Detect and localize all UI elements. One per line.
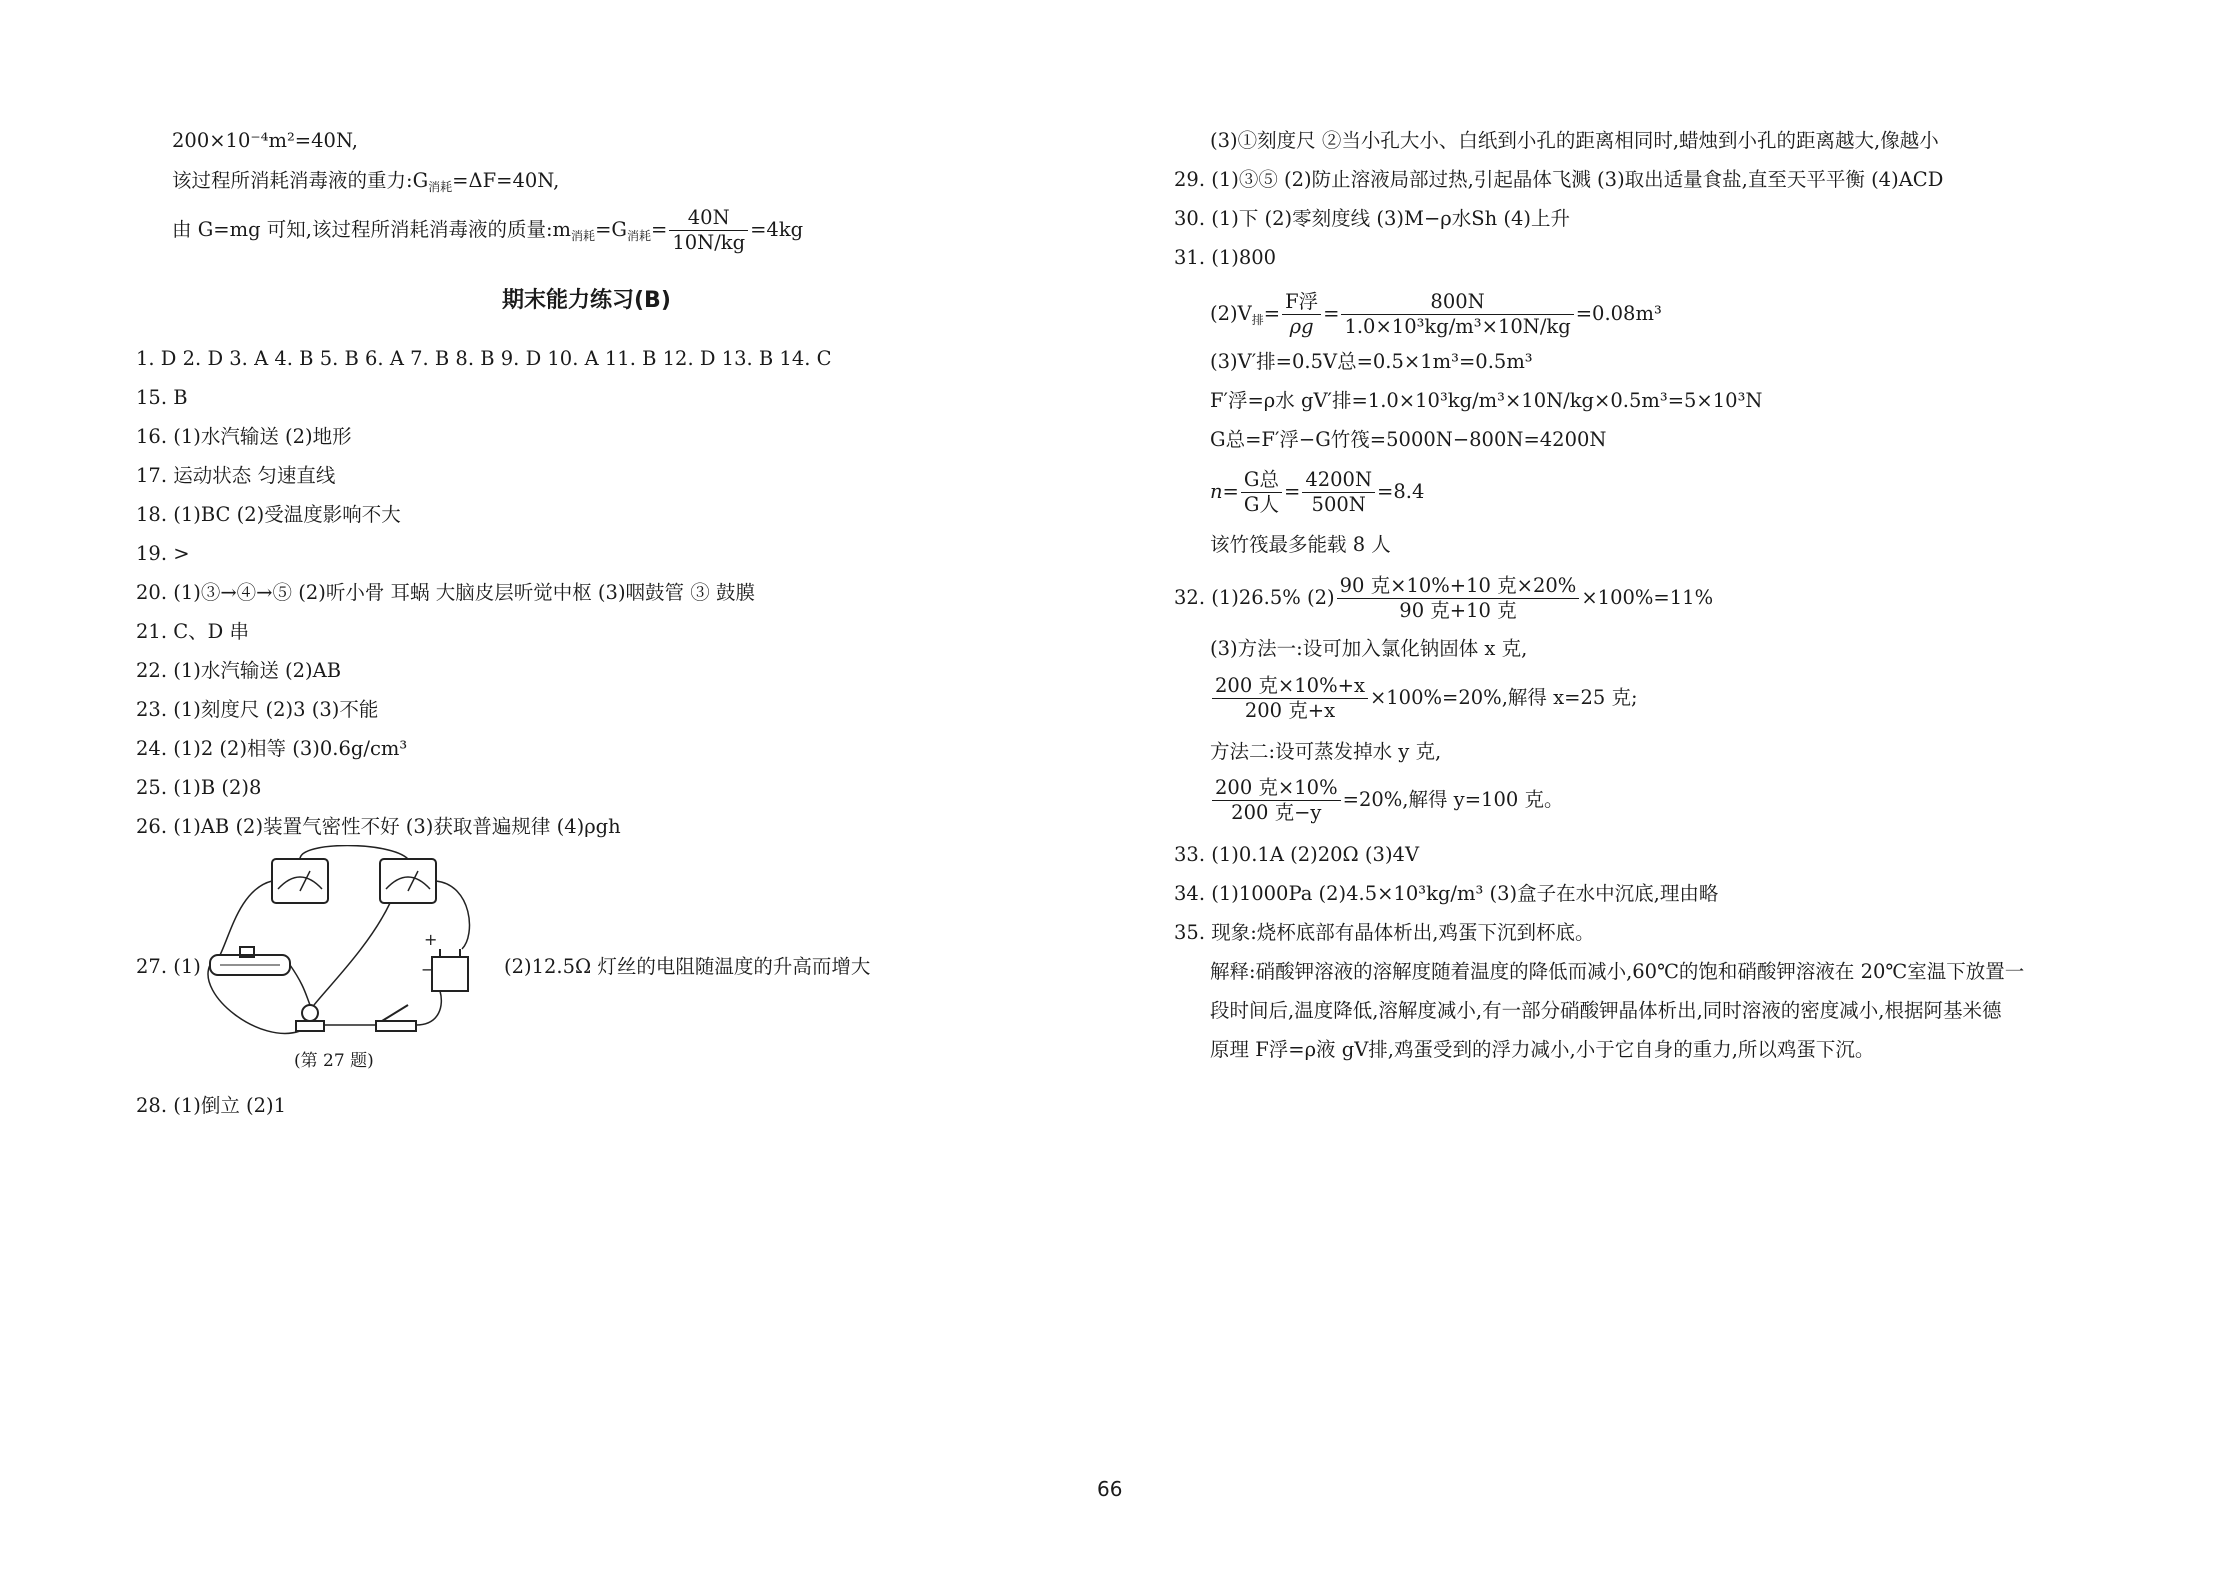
answer-31-5: G总=F′浮−G竹筏=5000N−800N=4200N [1210,428,1607,451]
answer-31-3: (3)V′排=0.5V总=0.5×1m³=0.5m³ [1210,350,1533,373]
fraction: $\frac{\text{90 克×10\%+10 克×20\%}}{\text{90 克+10 克}}$ [1337,574,1580,623]
answer-24: 24. (1)2 (2)相等 (3)0.6g/cm³ [136,737,408,760]
answer-28-3: (3)①刻度尺 ②当小孔大小、白纸到小孔的距离相同时,蜡烛到小孔的距离越大,像越小 [1210,129,1939,152]
answer-30: 30. (1)下 (2)零刻度线 (3)M−ρ水Sh (4)上升 [1174,207,1570,230]
figure-caption: (第 27 题) [294,1051,374,1071]
answer-21: 21. C、D 串 [136,620,249,643]
answer-35-explain-1: 解释:硝酸钾溶液的溶解度随着温度的降低而减小,60℃的饱和硝酸钾溶液在 20℃室温下放置一 [1210,960,2025,983]
answer-16: 16. (1)水汽输送 (2)地形 [136,425,352,448]
lamp-icon [302,1005,318,1021]
carry-line-1: 200×10⁻⁴m²=40N, [172,129,358,152]
answer-26: 26. (1)AB (2)装置气密性不好 (3)获取普遍规律 (4)ρgh [136,815,621,838]
answer-35-explain-3: 原理 F浮=ρ液 gV排,鸡蛋受到的浮力减小,小于它自身的重力,所以鸡蛋下沉。 [1210,1038,1875,1061]
answer-32-method1: $\frac{\text{200 克×10\%+x}}{\text{200 克+x}}$ ×100%=20%,解得 x=25 克; [1210,674,1638,723]
answer-31-7: 该竹筏最多能载 8 人 [1210,533,1391,556]
battery-icon [432,957,468,991]
answer-19: 19. > [136,542,190,565]
answer-15: 15. B [136,386,188,409]
answer-17: 17. 运动状态 匀速直线 [136,464,336,487]
answer-18: 18. (1)BC (2)受温度影响不大 [136,503,401,526]
answer-1-14: 1. D 2. D 3. A 4. B 5. B 6. A 7. B 8. B 9. D 10. A 11. B 12. D 13. B 14. C [136,347,832,370]
fraction: $\frac{\text{200 克×10\%}}{\text{200 克−y}}$ [1212,776,1341,825]
svg-text:−: − [421,960,435,979]
switch-icon [376,1021,416,1031]
answer-22: 22. (1)水汽输送 (2)AB [136,659,342,682]
answer-31-4: F′浮=ρ水 gV′排=1.0×10³kg/m³×10N/kg×0.5m³=5×10³N [1210,389,1763,412]
answer-35-explain-2: 段时间后,温度降低,溶解度减小,有一部分硝酸钾晶体析出,同时溶液的密度减小,根据阿基米德 [1210,999,2002,1022]
answer-31-1: 31. (1)800 [1174,246,1277,269]
carry-line-3: 由 G=mg 可知,该过程所消耗消毒液的质量$:m_{消耗}=G_{消耗}=$ $\frac{40N}{10N/kg}$ =4kg [172,206,804,254]
answer-35: 35. 现象:烧杯底部有晶体析出,鸡蛋下沉到杯底。 [1174,921,1595,944]
carry-line-2: 该过程所消耗消毒液的重力$:G_{消耗}=\Delta F=40N$, [172,169,560,194]
svg-text:+: + [424,930,438,949]
answer-33: 33. (1)0.1A (2)20Ω (3)4V [1174,843,1420,866]
answer-34: 34. (1)1000Pa (2)4.5×10³kg/m³ (3)盒子在水中沉底,理由略 [1174,882,1719,905]
answer-31-6: n= $\frac{\text{G总}}{\text{G人}}$ = $\frac{4200N}{500N}$ =8.4 [1210,468,1425,516]
answer-29: 29. (1)③⑤ (2)防止溶液局部过热,引起晶体飞溅 (3)取出适量食盐,直至天平平衡 (4)ACD [1174,168,1944,191]
answer-32: 32. (1)26.5% (2) $\frac{\text{90 克×10\%+10 克×20\%}}{\text{90 克+10 克}}$ ×100%=11% [1174,574,1714,622]
voltmeter-icon [380,859,436,903]
fraction: $\frac{\text{200 克×10\%+x}}{\text{200 克+x}}$ [1212,674,1368,723]
fraction: $\frac{40N}{10N/kg}$ [669,206,748,255]
ammeter-icon [272,859,328,903]
answer-32-method2: 方法二:设可蒸发掉水 y 克, [1210,740,1442,763]
circuit-diagram [200,845,480,1045]
page-number: 66 [1097,1477,1123,1501]
answer-31-2: $(2)V_排=$ $\frac{\text{F浮}}{\rho g}$ = $\frac{800N}{\text{1.0×10³kg/m³×10N/kg}}$ =0.08m³ [1210,290,1662,338]
answer-28: 28. (1)倒立 (2)1 [136,1094,287,1117]
answer-23: 23. (1)刻度尺 (2)3 (3)不能 [136,698,379,721]
fraction: $\frac{800N}{\text{1.0×10³kg/m³×10N/kg}}$ [1341,290,1573,339]
fraction: $\frac{4200N}{500N}$ [1302,468,1375,517]
answer-32-method2-eq: $\frac{\text{200 克×10\%}}{\text{200 克−y}}$ =20%,解得 y=100 克。 [1210,776,1563,825]
fraction: $\frac{\text{F浮}}{\rho g}$ [1282,290,1321,339]
answer-27-text: (2)12.5Ω 灯丝的电阻随温度的升高而增大 [504,955,871,978]
answer-25: 25. (1)B (2)8 [136,776,262,799]
answer-20: 20. (1)③→④→⑤ (2)听小骨 耳蜗 大脑皮层听觉中枢 (3)咽鼓管 ③ 鼓膜 [136,581,755,604]
section-title: 期末能力练习(B) [502,288,671,313]
answer-27-label: 27. (1) [136,955,201,978]
fraction: $\frac{\text{G总}}{\text{G人}}$ [1241,468,1282,517]
answer-32-3: (3)方法一:设可加入氯化钠固体 x 克, [1210,637,1528,660]
